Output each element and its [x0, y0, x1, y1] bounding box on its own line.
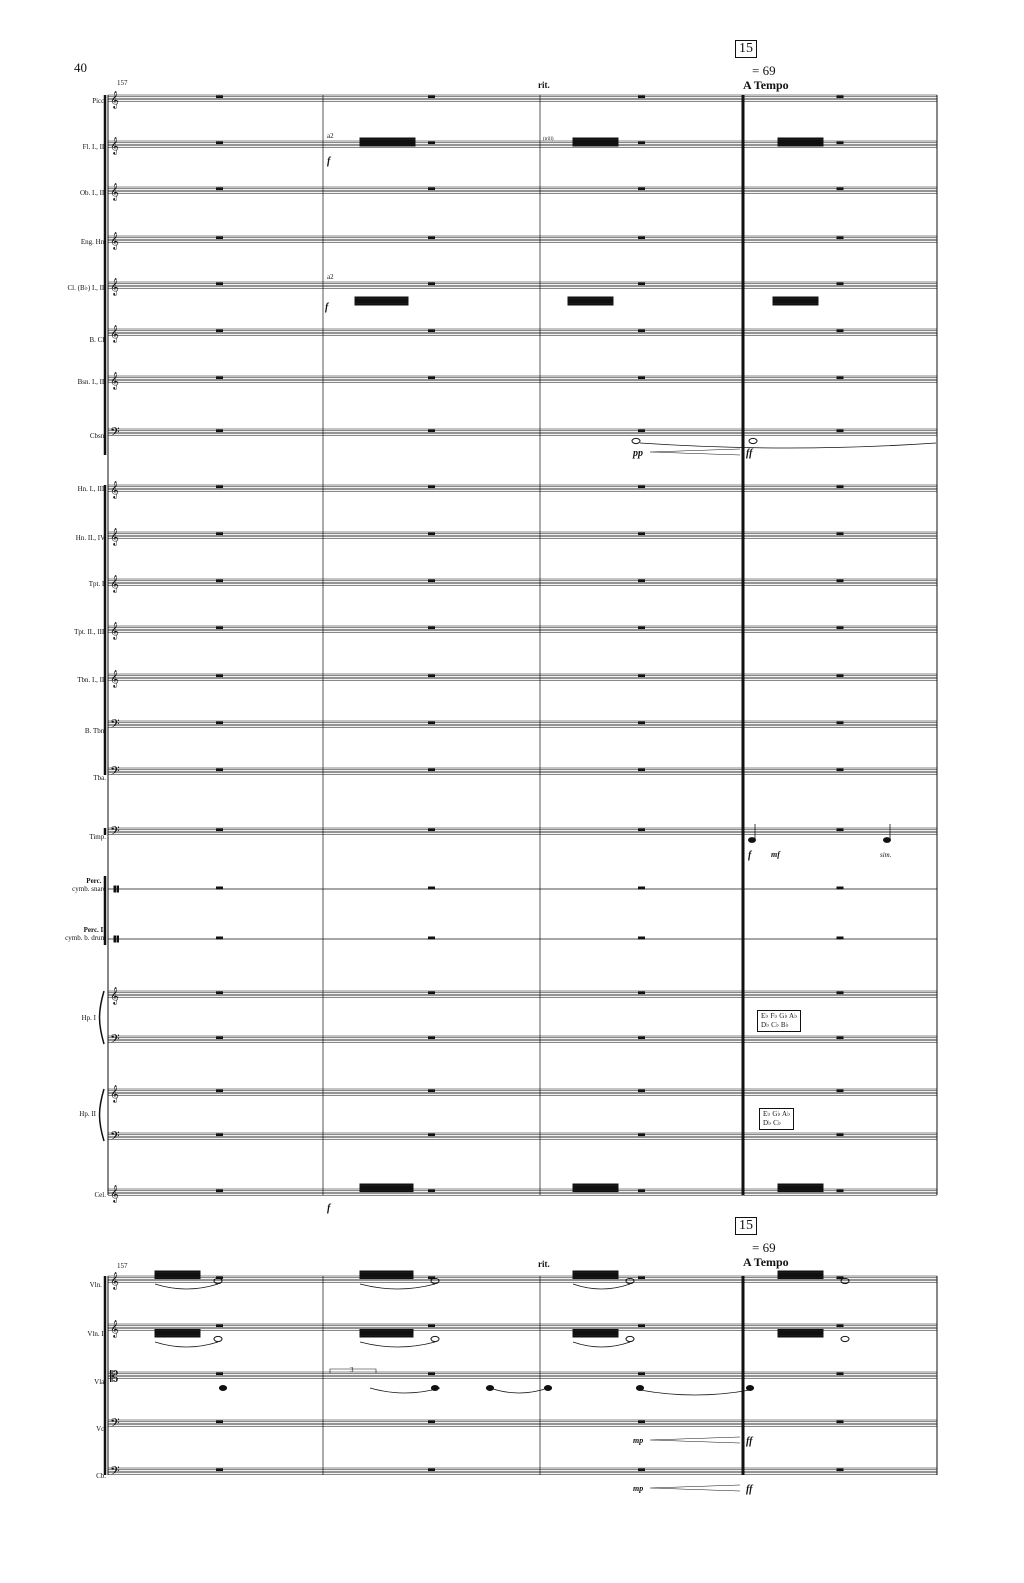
tremolo-beam [355, 301, 408, 302]
slur [370, 1388, 440, 1393]
clef: 𝄞 [110, 1271, 119, 1290]
label-vln1: Vln. I [89, 1281, 106, 1289]
whole-rest [639, 675, 645, 677]
tremolo-beam [573, 1333, 618, 1334]
whole-rest [837, 188, 843, 190]
tremolo-beam [573, 142, 618, 143]
whole-rest [639, 142, 645, 144]
clef: 𝄞 [110, 324, 119, 343]
tremolo-beam [360, 1278, 413, 1279]
rehearsal-mark: 15 [735, 40, 757, 58]
slur [573, 1284, 630, 1289]
whole-rest [429, 1325, 435, 1327]
dyn-pp-cbsn: pp [633, 448, 643, 459]
label-perc1-title: Perc. I [86, 877, 106, 885]
label-tbn: Tbn. I., II. [77, 676, 106, 684]
perc-clef [114, 936, 116, 942]
tremolo-beam [155, 1336, 200, 1337]
whole-rest [429, 769, 435, 771]
tremolo-beam [568, 299, 613, 300]
whole-rest [429, 486, 435, 488]
dyn-f-fl: f [327, 156, 331, 167]
whole-rest [217, 533, 223, 535]
marking-trill: (trill) [543, 137, 554, 142]
whole-rest [837, 1190, 843, 1192]
whole-rest [429, 829, 435, 831]
label-vln2: Vln. II [87, 1330, 106, 1338]
harp-brace [100, 1089, 105, 1141]
label-enghn: Eng. Hn. [80, 238, 106, 246]
tremolo-beam [355, 297, 408, 298]
tremolo-beam [568, 297, 613, 298]
clef: 𝄞 [110, 182, 119, 201]
whole-rest [429, 1090, 435, 1092]
whole-rest [217, 142, 223, 144]
tempo-text: A Tempo [743, 78, 789, 92]
whole-rest [217, 937, 223, 939]
tremolo-beam [360, 1186, 413, 1187]
whole-rest [837, 675, 843, 677]
tremolo-beam [360, 1331, 413, 1332]
label-bsn: Bsn. I., II. [77, 378, 106, 386]
label-hn24: Hn. II., IV. [75, 534, 106, 542]
whole-rest [837, 1469, 843, 1471]
dyn-mp-vc: mp [633, 1436, 644, 1445]
label-perc2-sub: cymb. b. drum [65, 934, 106, 942]
label-hp2: Hp. II [79, 1110, 96, 1118]
tremolo-beam [573, 1188, 618, 1189]
tremolo-beam [778, 1278, 823, 1279]
whole-rest [429, 627, 435, 629]
whole-rest [429, 887, 435, 889]
whole-rest [217, 1325, 223, 1327]
whole-rest [639, 627, 645, 629]
whole-rest [837, 533, 843, 535]
whole-rest [217, 580, 223, 582]
measure-number-strings: 157 [117, 1262, 128, 1270]
whole-rest [639, 769, 645, 771]
whole-rest [837, 1325, 843, 1327]
crescendo-hairpin [650, 1485, 740, 1491]
clef: 𝄞 [110, 527, 119, 546]
tremolo-beam [773, 297, 818, 298]
tremolo-beam [155, 1278, 200, 1279]
timp-note [884, 838, 891, 843]
whole-rest [429, 96, 435, 98]
tremolo-beam [778, 1331, 823, 1332]
tempo-value: = 69 [752, 63, 776, 78]
tremolo-beam [778, 1191, 823, 1192]
whole-rest [837, 769, 843, 771]
whole-rest [837, 96, 843, 98]
marking-a2-cl: a2 [327, 273, 334, 281]
whole-rest [429, 1134, 435, 1136]
clef: 𝄞 [110, 621, 119, 640]
tremolo-beam [360, 142, 415, 143]
slur [360, 1342, 435, 1347]
note-head [841, 1336, 849, 1341]
whole-rest [217, 769, 223, 771]
tremolo-beam [568, 304, 613, 305]
whole-rest [837, 1373, 843, 1375]
label-tpt1: Tpt. I. [88, 580, 106, 588]
clef: 𝄢 [110, 823, 120, 842]
dyn-mf-timp: mf [771, 850, 780, 859]
whole-rest [837, 486, 843, 488]
dyn-f-cl: f [325, 302, 329, 313]
label-tpt23: Tpt. II., III. [74, 628, 106, 636]
whole-rest [429, 430, 435, 432]
whole-rest [429, 1373, 435, 1375]
rit-marking-strings: rit. [538, 1259, 550, 1269]
whole-rest [639, 829, 645, 831]
label-fl: Fl. I., II. [82, 143, 106, 151]
whole-rest [217, 722, 223, 724]
tremolo-beam [778, 1271, 823, 1272]
tremolo-beam [773, 299, 818, 300]
whole-rest [837, 627, 843, 629]
slur [490, 1388, 548, 1393]
tremolo-beam [568, 301, 613, 302]
whole-rest [429, 722, 435, 724]
triplet-bracket [330, 1369, 376, 1373]
tremolo-beam [573, 1275, 618, 1276]
marking-sim: sim. [880, 851, 892, 859]
whole-rest [837, 283, 843, 285]
tremolo-beam [573, 1186, 618, 1187]
whole-rest [837, 1037, 843, 1039]
triplet-mark: 3 [350, 1366, 354, 1374]
clef: 𝄞 [110, 669, 119, 688]
label-cel: Cel. [94, 1191, 106, 1199]
whole-rest [639, 283, 645, 285]
label-picc: Picc. [92, 97, 106, 105]
whole-rest [837, 1134, 843, 1136]
tremolo-beam [573, 1278, 618, 1279]
whole-rest [639, 1090, 645, 1092]
tremolo-beam [778, 145, 823, 146]
label-hn13: Hn. I., III. [77, 485, 106, 493]
tremolo-beam [773, 301, 818, 302]
whole-rest [217, 829, 223, 831]
whole-rest [639, 1469, 645, 1471]
label-tba: Tba. [93, 774, 106, 782]
whole-rest [429, 675, 435, 677]
whole-rest [217, 486, 223, 488]
tremolo-beam [360, 1273, 413, 1274]
whole-rest [429, 1037, 435, 1039]
whole-rest [429, 237, 435, 239]
clef: 𝄢 [110, 1415, 120, 1434]
tremolo-beam [155, 1333, 200, 1334]
whole-rest [639, 992, 645, 994]
tremolo-beam [573, 1336, 618, 1337]
measure-number: 157 [117, 79, 128, 87]
whole-rest [217, 1190, 223, 1192]
tempo-value-strings: = 69 [752, 1240, 776, 1255]
whole-rest [217, 1037, 223, 1039]
whole-rest [429, 580, 435, 582]
tremolo-beam [360, 138, 415, 139]
rehearsal-mark-strings: 15 [735, 1217, 757, 1235]
whole-rest [837, 722, 843, 724]
clef: 𝄢 [110, 716, 120, 735]
whole-rest [639, 722, 645, 724]
whole-rest [217, 1469, 223, 1471]
clef: 𝄞 [110, 1084, 119, 1103]
harp-brace [100, 991, 105, 1044]
clef: 𝄢 [110, 1463, 120, 1482]
tremolo-beam [573, 1191, 618, 1192]
slur [155, 1284, 218, 1289]
note-head [626, 1336, 634, 1341]
clef: 𝄞 [110, 231, 119, 250]
whole-rest [429, 188, 435, 190]
whole-rest [837, 1421, 843, 1423]
tremolo-beam [573, 1329, 618, 1330]
label-hp1: Hp. I [81, 1014, 96, 1022]
whole-rest [639, 1325, 645, 1327]
tremolo-beam [778, 1333, 823, 1334]
whole-rest [837, 887, 843, 889]
tremolo-beam [778, 1275, 823, 1276]
label-perc1-sub: cymb. snare [72, 885, 106, 893]
viola-note [431, 1386, 438, 1391]
whole-rest [639, 1037, 645, 1039]
tremolo-beam [360, 1329, 413, 1330]
label-timp: Timp. [89, 833, 106, 841]
tremolo-beam [355, 299, 408, 300]
clef: 𝄞 [110, 1319, 119, 1338]
tremolo-beam [360, 1184, 413, 1185]
whole-rest [429, 1190, 435, 1192]
whole-rest [639, 533, 645, 535]
whole-rest [639, 580, 645, 582]
crescendo-hairpin [650, 1437, 740, 1443]
note-head [431, 1336, 439, 1341]
tremolo-beam [573, 1184, 618, 1185]
whole-rest [429, 533, 435, 535]
viola-note [544, 1386, 551, 1391]
label-btbn: B. Tbn. [84, 727, 106, 735]
viola-note [486, 1386, 493, 1391]
whole-rest [429, 377, 435, 379]
perc-clef [117, 886, 119, 892]
whole-rest [639, 237, 645, 239]
whole-rest [217, 1090, 223, 1092]
whole-rest [217, 330, 223, 332]
clef: 𝄞 [110, 277, 119, 296]
whole-rest [837, 580, 843, 582]
slur [640, 443, 936, 448]
clef: 𝄢 [110, 1031, 120, 1050]
viola-note [746, 1386, 753, 1391]
dyn-ff-cbsn: ff [746, 448, 753, 459]
whole-rest [217, 377, 223, 379]
whole-rest [837, 937, 843, 939]
perc-clef [117, 936, 119, 942]
dyn-f-timp: f [748, 850, 752, 861]
tremolo-beam [573, 138, 618, 139]
whole-rest [217, 1421, 223, 1423]
label-vc: Vc. [96, 1425, 106, 1433]
marking-a2-fl: a2 [327, 132, 334, 140]
harp1-pedal-diagram: E♭ F♭ G♭ A♭ D♭ C♭ B♭ [757, 1010, 801, 1032]
clef: 𝄞 [110, 136, 119, 155]
slur [640, 1390, 750, 1395]
tremolo-beam [155, 1331, 200, 1332]
tremolo-beam [360, 140, 415, 141]
whole-rest [217, 188, 223, 190]
tremolo-beam [778, 140, 823, 141]
label-perc2-title: Perc. II [83, 926, 106, 934]
label-bcl: B. Cl. [89, 336, 106, 344]
whole-rest [837, 992, 843, 994]
timp-note [749, 838, 756, 843]
tremolo-beam [778, 1273, 823, 1274]
label-vla: Vla. [94, 1378, 106, 1386]
tremolo-beam [360, 1271, 413, 1272]
tremolo-beam [155, 1271, 200, 1272]
whole-rest [639, 377, 645, 379]
whole-rest [429, 283, 435, 285]
tremolo-beam [155, 1329, 200, 1330]
label-cb: Cb. [96, 1472, 106, 1480]
tremolo-beam [573, 1331, 618, 1332]
whole-rest [639, 188, 645, 190]
whole-rest [639, 1421, 645, 1423]
dyn-ff-cb: ff [746, 1484, 753, 1495]
whole-rest [837, 377, 843, 379]
clef: 𝄞 [110, 90, 119, 109]
whole-rest [217, 96, 223, 98]
clef: 𝄞 [110, 986, 119, 1005]
label-ob: Ob. I., II. [79, 189, 106, 197]
clef: 𝄢 [110, 763, 120, 782]
whole-rest [429, 142, 435, 144]
whole-rest [639, 330, 645, 332]
whole-rest [639, 1277, 645, 1279]
clef: 𝄡 [110, 1367, 119, 1386]
whole-rest [639, 937, 645, 939]
whole-rest [837, 1090, 843, 1092]
whole-rest [639, 1190, 645, 1192]
whole-rest [217, 992, 223, 994]
tremolo-beam [155, 1275, 200, 1276]
tremolo-beam [573, 1271, 618, 1272]
whole-rest [639, 1134, 645, 1136]
whole-rest [837, 237, 843, 239]
whole-rest [639, 486, 645, 488]
page-number: 40 [74, 60, 87, 75]
whole-rest [217, 627, 223, 629]
whole-rest [217, 430, 223, 432]
tremolo-beam [773, 304, 818, 305]
tremolo-beam [360, 1333, 413, 1334]
whole-rest [639, 430, 645, 432]
tremolo-beam [778, 1188, 823, 1189]
whole-rest [217, 283, 223, 285]
tremolo-beam [155, 1273, 200, 1274]
whole-rest [639, 96, 645, 98]
tremolo-beam [778, 138, 823, 139]
tremolo-beam [778, 1186, 823, 1187]
whole-rest [837, 430, 843, 432]
crescendo-hairpin [650, 449, 740, 455]
note-head [632, 438, 640, 443]
tremolo-beam [360, 145, 415, 146]
whole-rest [429, 1469, 435, 1471]
rit-marking: rit. [538, 80, 550, 90]
tremolo-beam [573, 140, 618, 141]
dyn-mp-cb: mp [633, 1484, 644, 1493]
clef: 𝄞 [110, 574, 119, 593]
label-cbsn: Cbsn. [89, 432, 106, 440]
dyn-f-cel: f [327, 1203, 331, 1214]
whole-rest [217, 1134, 223, 1136]
whole-rest [429, 1421, 435, 1423]
label-cl: Cl. (B♭) I., II. [67, 284, 106, 292]
tremolo-beam [360, 1336, 413, 1337]
tremolo-beam [360, 1188, 413, 1189]
tremolo-beam [778, 1184, 823, 1185]
tremolo-beam [360, 1191, 413, 1192]
slur [573, 1342, 630, 1347]
viola-note [219, 1386, 226, 1391]
whole-rest [837, 142, 843, 144]
whole-rest [639, 887, 645, 889]
tremolo-beam [778, 142, 823, 143]
clef: 𝄢 [110, 424, 120, 443]
clef: 𝄞 [110, 480, 119, 499]
slur [155, 1342, 218, 1347]
whole-rest [429, 992, 435, 994]
whole-rest [837, 330, 843, 332]
slur [360, 1284, 435, 1289]
tremolo-beam [778, 1336, 823, 1337]
tremolo-beam [778, 1329, 823, 1330]
note-head [214, 1336, 222, 1341]
perc-clef [114, 886, 116, 892]
tempo-text-strings: A Tempo [743, 1255, 789, 1269]
whole-rest [639, 1373, 645, 1375]
clef: 𝄞 [110, 1184, 119, 1203]
whole-rest [217, 1373, 223, 1375]
whole-rest [217, 237, 223, 239]
whole-rest [837, 829, 843, 831]
note-head [749, 438, 757, 443]
whole-rest [217, 887, 223, 889]
whole-rest [429, 937, 435, 939]
clef: 𝄢 [110, 1128, 120, 1147]
tremolo-beam [573, 145, 618, 146]
whole-rest [217, 675, 223, 677]
dyn-ff-vc: ff [746, 1436, 753, 1447]
harp2-pedal-diagram: E♭ G♭ A♭ D♭ C♭ [759, 1108, 794, 1130]
tremolo-beam [360, 1275, 413, 1276]
clef: 𝄞 [110, 371, 119, 390]
tremolo-beam [573, 1273, 618, 1274]
viola-note [636, 1386, 643, 1391]
whole-rest [429, 330, 435, 332]
tremolo-beam [355, 304, 408, 305]
